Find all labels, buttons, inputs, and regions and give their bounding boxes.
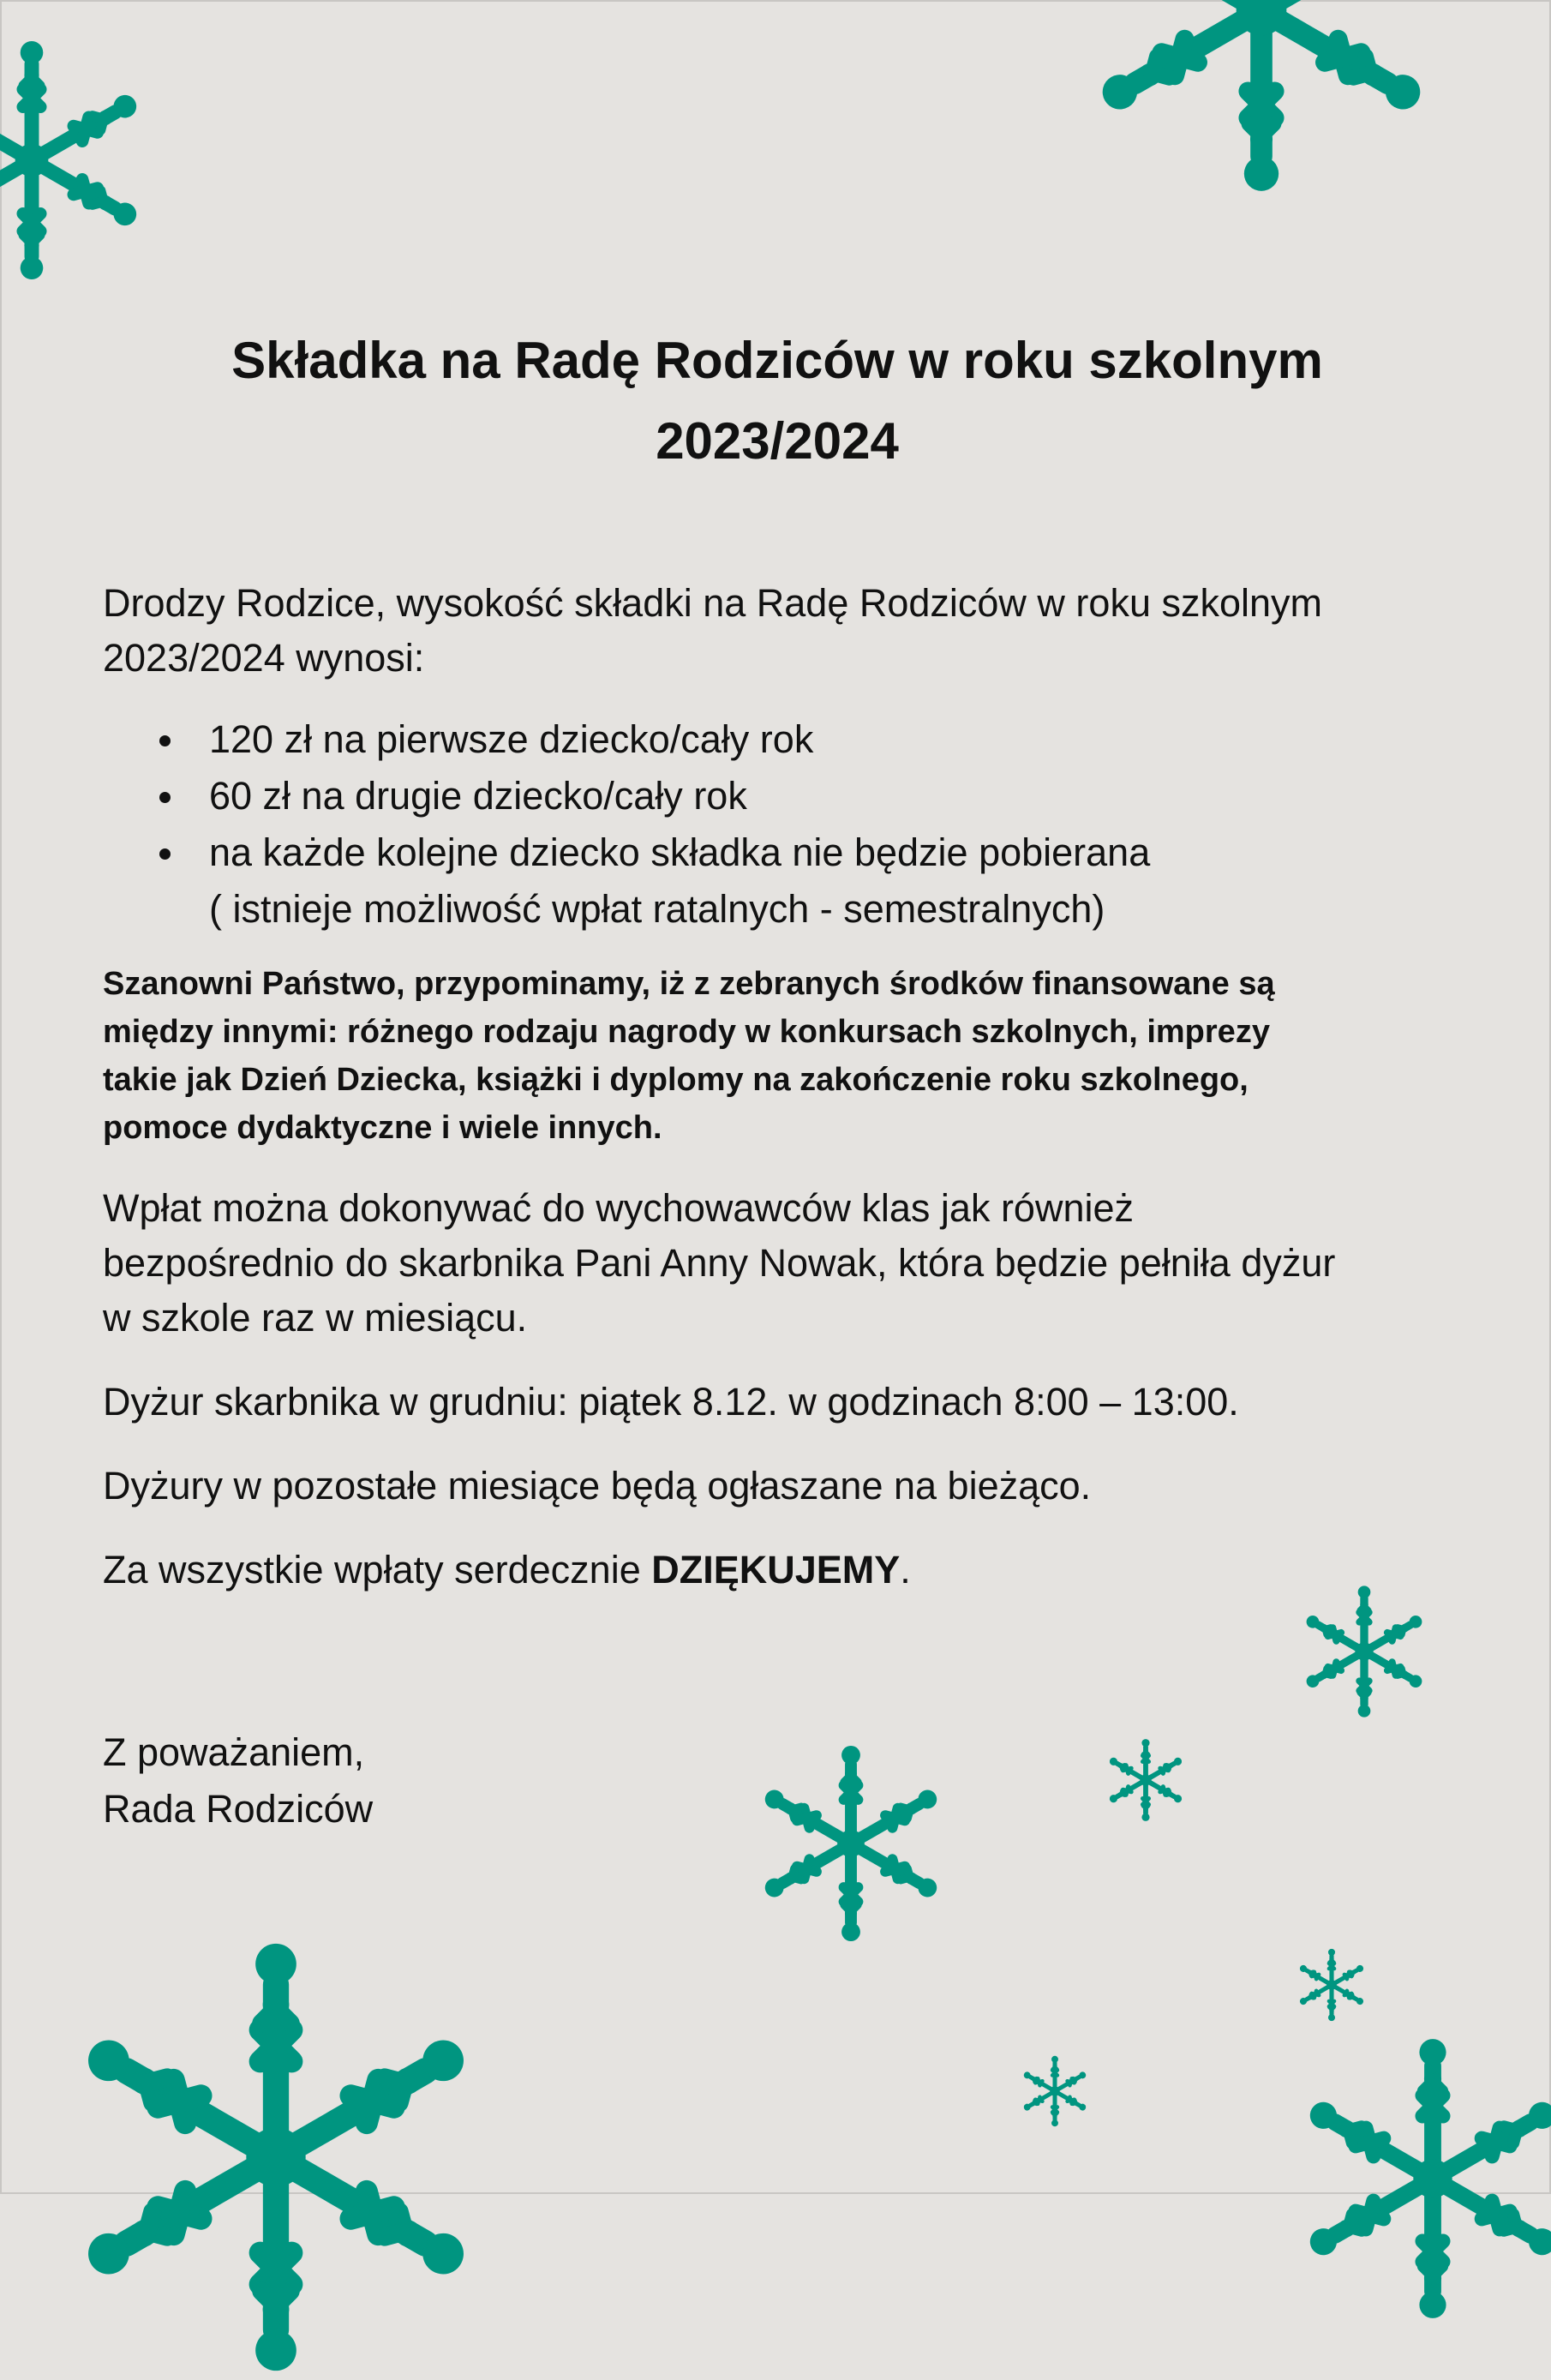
thanks-emphasis: DZIĘKUJEMY [651,1548,901,1592]
thanks-suffix: . [900,1548,911,1592]
snowflake-icon [1018,2054,1092,2128]
list-item [103,711,1440,768]
closing-line: Z poważaniem, [103,1730,365,1774]
list-item [103,824,1440,938]
closing-line: Rada Rodziców [103,1787,374,1831]
reminder-line: pomoce dydaktyczne i wiele innych. [103,1110,662,1146]
payment-paragraph [103,1181,1440,1346]
bullet-icon [159,792,171,803]
intro-line: Drodzy Rodzice, wysokość składki na Radę Rodziców w roku szkolnym [103,581,1323,625]
snowflake-icon [1296,1583,1433,1720]
fee-text: na każde kolejne dziecko składka nie będzie pobierana [209,830,1151,874]
reminder-paragraph [103,960,1440,1152]
letter-body [103,576,1440,1598]
payment-line: w szkole raz w miesiącu. [103,1296,528,1340]
reminder-line: takie jak Dzień Dziecka, książki i dyplomy na zakończenie roku szkolnego, [103,1062,1249,1098]
intro-paragraph [103,576,1440,686]
signature [103,1724,373,1837]
reminder-line: Szanowni Państwo, przypominamy, iż z zebranych środków finansowane są [103,966,1275,1002]
snowflake-icon [53,1934,499,2380]
title-line: 2023/2024 [656,412,899,470]
page-title [2,321,1551,482]
title-line: Składka na Radę Rodziców w roku szkolnym [231,332,1323,389]
payment-line: Wpłat można dokonywać do wychowawców klas jak również [103,1186,1135,1230]
list-item [103,768,1440,824]
bullet-icon [159,848,171,860]
intro-line: 2023/2024 wynosi: [103,636,425,680]
other-duties: Dyżury w pozostałe miesiące będą ogłaszane na bieżąco. [103,1464,1092,1508]
reminder-line: między innymi: różnego rodzaju nagrody w konkursach szkolnych, imprezy [103,1014,1270,1050]
fee-list [103,711,1440,938]
bullet-icon [159,735,171,746]
fee-text: 120 zł na pierwsze dziecko/cały rok [209,717,814,761]
snowflake-icon [1294,1947,1369,2023]
snowflake-icon [1073,0,1450,199]
snowflake-icon [1103,1737,1189,1823]
thanks-prefix: Za wszystkie wpłaty serdecznie [103,1548,652,1592]
thanks-line [103,1543,1440,1598]
payment-line: bezpośrednio do skarbnika Pani Anny Nowak, która będzie pełniła dyżur [103,1241,1336,1285]
treasurer-duty: Dyżur skarbnika w grudniu: piątek 8.12. w godzinach 8:00 – 13:00. [103,1380,1239,1424]
snowflake-icon [749,1742,953,1945]
fee-note: ( istnieje możliwość wpłat ratalnych - semestralnych) [209,887,1105,931]
fee-text: 60 zł na drugie dziecko/cały rok [209,774,747,818]
snowflake-icon [0,36,156,285]
snowflake-icon [1287,2033,1551,2324]
